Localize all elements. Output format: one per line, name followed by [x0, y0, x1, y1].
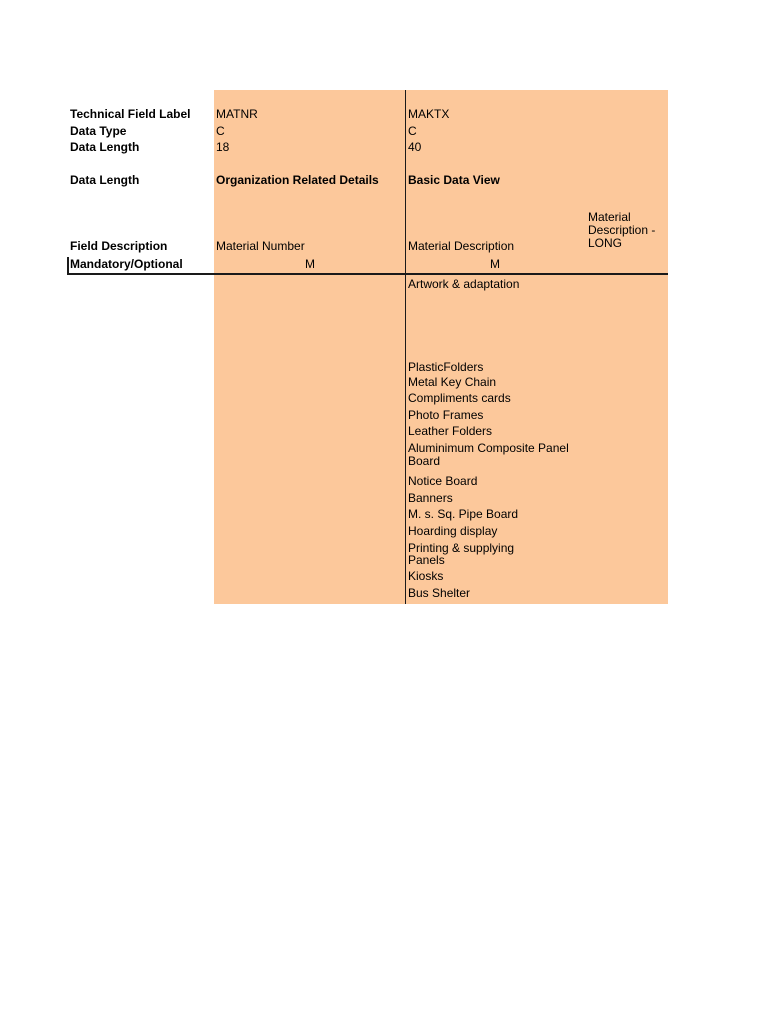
- material-item: Artwork & adaptation: [408, 277, 520, 291]
- col2-technical-field: MAKTX: [408, 107, 450, 121]
- material-item: M. s. Sq. Pipe Board: [408, 507, 519, 521]
- col1-mandatory: M: [305, 257, 315, 271]
- col1-section-title: Organization Related Details: [216, 173, 379, 187]
- material-item: Bus Shelter: [408, 586, 471, 600]
- material-item: Kiosks: [408, 569, 444, 583]
- col1-data-length: 18: [216, 140, 230, 154]
- row-border-left: [67, 257, 69, 274]
- header-rule: [67, 273, 668, 275]
- col2-data-type: C: [408, 124, 417, 138]
- label-data-length: Data Length: [70, 140, 140, 154]
- material-item: Notice Board: [408, 474, 478, 488]
- material-item: Printing & supplying Panels: [408, 541, 515, 567]
- label-mandatory-optional: Mandatory/Optional: [70, 257, 183, 271]
- col3-field-description: Material Description - LONG: [588, 210, 656, 250]
- material-item: Aluminimum Composite Panel Board: [408, 441, 569, 468]
- col2-field-description: Material Description: [408, 239, 515, 253]
- label-technical-field: Technical Field Label: [70, 107, 191, 121]
- column-divider: [405, 90, 406, 604]
- col2-data-length: 40: [408, 140, 422, 154]
- material-item: Photo Frames: [408, 408, 484, 422]
- material-item: Metal Key Chain: [408, 375, 497, 389]
- col1-field-description: Material Number: [216, 239, 305, 253]
- material-item: Compliments cards: [408, 391, 511, 405]
- label-data-type: Data Type: [70, 124, 127, 138]
- label-field-description: Field Description: [70, 239, 168, 253]
- label-data-length-section: Data Length: [70, 173, 140, 187]
- material-item: Hoarding display: [408, 524, 498, 538]
- col1-technical-field: MATNR: [216, 107, 258, 121]
- material-item: Leather Folders: [408, 424, 493, 438]
- col2-section-title: Basic Data View: [408, 173, 500, 187]
- material-item: Banners: [408, 491, 453, 505]
- material-item: PlasticFolders: [408, 360, 484, 374]
- col2-mandatory: M: [490, 257, 500, 271]
- col1-data-type: C: [216, 124, 225, 138]
